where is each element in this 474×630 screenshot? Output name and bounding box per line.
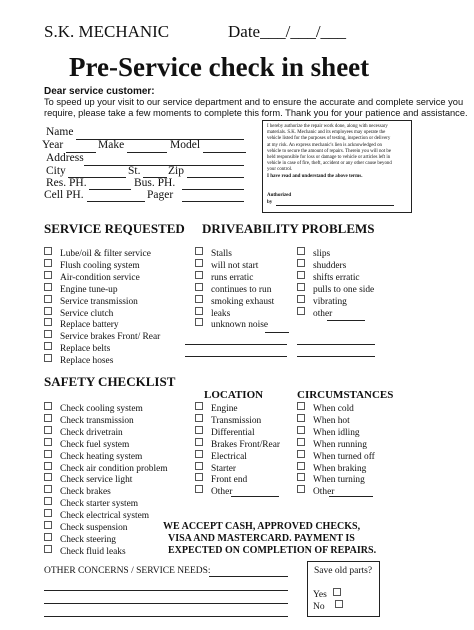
company-name: S.K. MECHANIC	[44, 22, 170, 41]
checkbox[interactable]	[195, 295, 203, 303]
checkbox[interactable]	[297, 402, 305, 410]
old-parts-no[interactable]	[313, 600, 343, 612]
by-label: by	[267, 200, 273, 205]
driveability-label: vibrating	[313, 296, 347, 307]
safety-label: Check drivetrain	[60, 427, 123, 438]
checkbox[interactable]	[195, 414, 203, 422]
driveability-label: leaks	[211, 308, 231, 319]
circumstances-label: When running	[313, 439, 367, 450]
checkbox[interactable]	[195, 318, 203, 326]
other-concerns-line-3[interactable]	[44, 603, 288, 604]
payment-line-2: VISA AND MASTERCARD. PAYMENT IS	[168, 533, 355, 544]
checkbox[interactable]	[44, 330, 52, 338]
payment-line-3: EXPECTED ON COMPLETION OF REPAIRS.	[168, 545, 377, 556]
checkbox[interactable]	[195, 259, 203, 267]
checkbox[interactable]	[44, 533, 52, 541]
safety-label: Check service light	[60, 475, 133, 486]
driveability-label: Stalls	[211, 249, 232, 259]
checkbox[interactable]	[44, 497, 52, 505]
checkbox[interactable]	[195, 485, 203, 493]
service-requested-heading: SERVICE REQUESTED	[44, 221, 185, 236]
authorization-line: at my risk. An express mechanic's lien is acknowledged on	[267, 142, 382, 148]
service-label: Replace belts	[60, 344, 111, 355]
circumstances-label: When idling	[313, 427, 360, 438]
yes-label: Yes	[313, 590, 327, 600]
other-concerns-line-1[interactable]	[209, 576, 288, 577]
intro-line-1: To speed up your visit to our service department and to ensure the accurate and complete service you	[44, 97, 464, 107]
driveability-extra-line-4[interactable]	[297, 356, 375, 357]
date-field[interactable]: Date___/___/___	[228, 22, 347, 41]
driveability-label: smoking exhaust	[211, 296, 275, 307]
year-label: Year	[42, 139, 64, 151]
checkbox[interactable]	[195, 283, 203, 291]
model-field[interactable]	[203, 152, 246, 153]
service-label: Air-condition service	[60, 272, 140, 283]
checkbox[interactable]	[44, 450, 52, 458]
authorization-line: held responsible for loss or damage to vehicle or articles left in	[267, 155, 391, 161]
driveability-heading: DRIVEABILITY PROBLEMS	[202, 221, 375, 236]
checkbox[interactable]	[195, 426, 203, 434]
authorization-line: I hereby authorize the repair work done, along with necessary	[267, 124, 388, 129]
city-label: City	[46, 165, 66, 177]
driveability-label: unknown noise	[211, 320, 269, 331]
service-item[interactable]	[44, 354, 113, 367]
driveability-item[interactable]	[297, 307, 332, 320]
driveability-label: shifts erratic	[313, 272, 360, 283]
checkbox[interactable]	[44, 438, 52, 446]
checkbox[interactable]	[44, 462, 52, 470]
checkbox[interactable]	[297, 438, 305, 446]
model-label: Model	[170, 139, 201, 151]
service-label: Replace hoses	[60, 356, 114, 367]
driveability-item[interactable]	[195, 318, 268, 331]
checkbox[interactable]	[195, 271, 203, 279]
checkbox[interactable]	[44, 509, 52, 517]
location-label: Brakes Front/Rear	[211, 439, 280, 450]
checkbox[interactable]	[195, 247, 203, 255]
zip-label: Zip	[168, 165, 184, 177]
payment-line-1: WE ACCEPT CASH, APPROVED CHECKS,	[163, 521, 361, 532]
safety-label: Check brakes	[60, 487, 111, 498]
checkbox[interactable]	[297, 259, 305, 267]
checkbox[interactable]	[44, 307, 52, 315]
checkbox[interactable]	[44, 259, 52, 267]
checkbox[interactable]	[44, 318, 52, 326]
signature-line[interactable]	[276, 205, 394, 206]
circumstances-label: Other	[313, 487, 335, 498]
checkbox[interactable]	[297, 462, 305, 470]
bus-ph-label: Bus. PH.	[134, 177, 176, 189]
safety-label: Check fuel system	[60, 439, 130, 450]
location-label: Transmission	[211, 415, 262, 426]
greeting: Dear service customer:	[44, 86, 155, 97]
res-ph-field[interactable]	[89, 189, 131, 190]
other-concerns-line-2[interactable]	[44, 590, 288, 591]
acknowledge-text: I have read and understand the above terms.	[267, 174, 363, 179]
driveability-label: will not start	[211, 260, 259, 271]
checkbox[interactable]	[297, 473, 305, 481]
location-other-line[interactable]	[231, 496, 279, 497]
service-label: Service brakes Front/ Rear	[60, 332, 161, 343]
driveability-extra-line-1[interactable]	[185, 344, 287, 345]
st-label: St.	[128, 165, 141, 177]
old-parts-question: Save old parts?	[314, 566, 373, 576]
driveability-label: other	[313, 308, 333, 319]
driveability-label: runs erratic	[211, 272, 254, 283]
location-label: Starter	[211, 463, 236, 474]
checkbox[interactable]	[297, 307, 305, 315]
checkbox[interactable]	[195, 450, 203, 458]
circumstances-label: When turned off	[313, 451, 375, 462]
location-label: Engine	[211, 404, 238, 414]
checkbox[interactable]	[44, 342, 52, 350]
checkbox[interactable]	[44, 271, 52, 279]
authorization-text	[267, 124, 392, 174]
yes-checkbox[interactable]	[333, 588, 341, 596]
location-item[interactable]	[195, 485, 232, 498]
other-concerns-label: OTHER CONCERNS / SERVICE NEEDS:	[44, 566, 211, 576]
driveability-label: pulls to one side	[313, 284, 375, 295]
no-checkbox[interactable]	[335, 600, 343, 608]
safety-label: Check starter system	[60, 499, 139, 510]
checkbox[interactable]	[195, 402, 203, 410]
circumstances-label: When turning	[313, 475, 365, 486]
checkbox[interactable]	[297, 271, 305, 279]
intro-line-2: require, please take a few moments to complete this form. Thank you for your patience and assistance.	[44, 108, 468, 118]
pager-field[interactable]	[182, 201, 244, 202]
driveability-label: slips	[313, 249, 331, 259]
authorization-box	[262, 120, 412, 213]
service-label: Lube/oil & filter service	[60, 249, 151, 259]
driveability-extra-line-2[interactable]	[297, 344, 375, 345]
circumstances-label: When braking	[313, 463, 367, 474]
zip-field[interactable]	[187, 177, 244, 178]
cell-ph-field[interactable]	[87, 201, 145, 202]
name-label: Name	[46, 126, 74, 138]
driveability-extra-line-3[interactable]	[185, 356, 287, 357]
authorization-line: your control.	[267, 167, 293, 173]
checkbox[interactable]	[297, 426, 305, 434]
location-heading: LOCATION	[204, 389, 264, 401]
cell-ph-label: Cell PH.	[44, 189, 84, 201]
location-label: Other	[211, 487, 233, 498]
other-problem-line[interactable]	[327, 320, 365, 321]
checkbox[interactable]	[195, 438, 203, 446]
checkbox[interactable]	[44, 473, 52, 481]
driveability-label: shudders	[313, 260, 347, 271]
safety-label: Check air condition problem	[60, 463, 168, 474]
circumstances-label: When cold	[313, 404, 354, 414]
safety-label: Check heating system	[60, 451, 143, 462]
res-ph-label: Res. PH.	[46, 177, 87, 189]
old-parts-yes[interactable]	[313, 588, 341, 600]
address-label: Address	[46, 152, 84, 164]
checkbox[interactable]	[44, 426, 52, 434]
checkbox[interactable]	[297, 247, 305, 255]
location-label: Electrical	[211, 451, 247, 462]
checkbox[interactable]	[44, 402, 52, 410]
address-field[interactable]	[84, 165, 244, 166]
location-label: Front end	[211, 475, 248, 486]
location-label: Differential	[211, 427, 255, 438]
checkbox[interactable]	[297, 414, 305, 422]
checkbox[interactable]	[44, 354, 52, 362]
unknown-noise-line[interactable]	[265, 332, 289, 333]
driveability-label: continues to run	[211, 284, 272, 295]
safety-label: Check steering	[60, 534, 116, 545]
make-field[interactable]	[127, 152, 167, 153]
circumstances-heading: CIRCUMSTANCES	[297, 389, 394, 401]
checkbox[interactable]	[44, 295, 52, 303]
service-label: Service clutch	[60, 308, 114, 319]
bus-ph-field[interactable]	[182, 189, 244, 190]
safety-label: Check suspension	[60, 523, 128, 533]
checkbox[interactable]	[44, 247, 52, 255]
checkbox[interactable]	[297, 485, 305, 493]
service-label: Service transmission	[60, 296, 138, 307]
checkbox[interactable]	[297, 283, 305, 291]
checkbox[interactable]	[297, 295, 305, 303]
old-parts-box	[307, 561, 380, 617]
safety-item[interactable]	[44, 545, 126, 558]
circumstances-label: When hot	[313, 415, 350, 426]
circumstances-other-line[interactable]	[329, 496, 373, 497]
checkbox[interactable]	[297, 450, 305, 458]
service-label: Flush cooling system	[60, 260, 140, 271]
checkbox[interactable]	[44, 485, 52, 493]
make-label: Make	[98, 139, 125, 151]
pager-label: Pager	[147, 189, 174, 201]
checkbox[interactable]	[44, 414, 52, 422]
checkbox[interactable]	[195, 462, 203, 470]
checkbox[interactable]	[44, 283, 52, 291]
safety-checklist-heading: SAFETY CHECKLIST	[44, 374, 176, 389]
service-label: Replace battery	[60, 320, 119, 331]
safety-label: Check fluid leaks	[60, 546, 126, 557]
authorization-line: vehicle in case of fire, theft, accident or any other cause beyond	[267, 161, 392, 167]
checkbox[interactable]	[44, 545, 52, 553]
other-concerns-line-4[interactable]	[44, 616, 288, 617]
safety-label: Check cooling system	[60, 404, 143, 414]
page-title: Pre-Service check in sheet	[69, 52, 370, 82]
service-label: Engine tune-up	[60, 284, 118, 295]
checkbox[interactable]	[195, 473, 203, 481]
safety-label: Check electrical system	[60, 511, 150, 522]
no-label: No	[313, 602, 325, 612]
authorization-line: materials. S.K. Mechanic and its employees may operate the	[267, 130, 386, 136]
safety-label: Check transmission	[60, 415, 134, 426]
authorization-line: vehicle listed for the purposes of testing, inspection or delivery	[267, 136, 391, 142]
authorization-line: vehicle to secure the amount of repairs. Therein you will not be	[267, 148, 392, 154]
authorized-label: Authorized	[267, 193, 292, 198]
checkbox[interactable]	[195, 307, 203, 315]
checkbox[interactable]	[44, 521, 52, 529]
